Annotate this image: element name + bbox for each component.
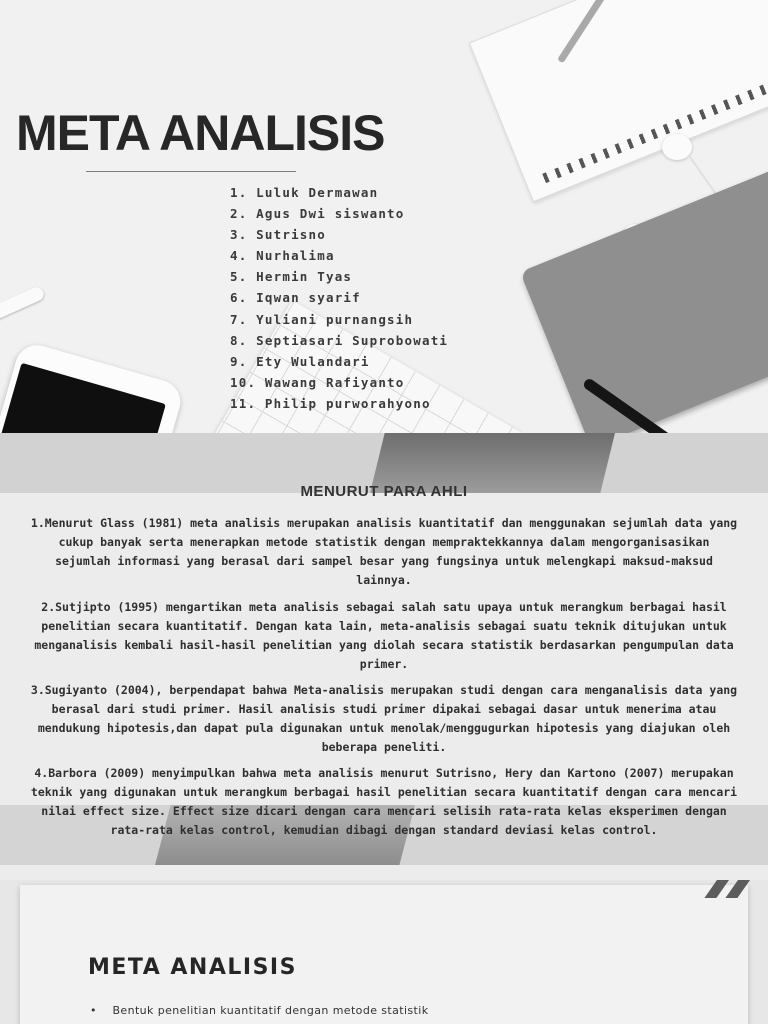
phone-screen [0,363,166,433]
expert-paragraph: 2.Sutjipto (1995) mengartikan meta analisis sebagai salah satu upaya untuk merangkum berbagai hasil penelitian secara kuantitatif. Dengan kata lain, meta-analisis sebagai suatu teknik ditujukan untuk menganalisis kembali hasil-hasil penelitian yang diolah secara statistik berdasarkan pengumpulan data primer. [34,600,734,671]
phone-image [0,340,185,433]
title-divider [86,171,296,172]
author-item: 3. Sutrisno [230,227,326,243]
definition-slide [0,880,768,1024]
experts-slide [0,433,768,880]
author-item: 9. Ety Wulandari [230,353,370,369]
expert-paragraph: 1.Menurut Glass (1981) meta analisis merupakan analisis kuantitatif dan menggunakan sejumlah data yang cukup banyak serta menerapkan metode statistik dengan mempraktekkannya dalam mengorganisasikan sejumlah informasi yang berasal dari sampel besar yang fungsinya untuk melengkapi maksud-maksud lainnya. [30,516,738,587]
author-item: 8. Septiasari Suprobowati [230,332,449,348]
slide-title: META ANALISIS [16,105,385,161]
slide-title: META ANALISIS [88,955,297,980]
author-item: 10. Wawang Rafiyanto [230,374,405,390]
bullet-text: Bentuk penelitian kuantitatif dengan metode statistik [112,1004,429,1017]
title-slide [0,0,768,433]
section-title: MENURUT PARA AHLI [300,483,468,500]
notebook-image [469,0,768,202]
author-item: 11. Philip purworahyono [230,395,431,411]
notebook-spiral [542,72,768,183]
earbud-image [662,134,692,160]
author-item: 5. Hermin Tyas [230,269,353,285]
expert-paragraph: 3.Sugiyanto (2004), berpendapat bahwa Meta-analisis merupakan studi dengan cara menganalisis data yang berasal dari studi primer. Hasil analisis studi primer dipakai sebagai dasar untuk menerima atau mendukung hipotesis,dan dapat pula digunakan untuk menolak/menggugurkan hipotesis yang diajukan oleh beberapa peneliti. [30,683,738,754]
gray-book-image [520,160,768,433]
expert-paragraph: 4.Barbora (2009) menyimpulkan bahwa meta analisis menurut Sutrisno, Hery dan Kartono (2007) merupakan teknik yang digunakan untuk merangkum berbagai hasil penelitian secara kuantitatif dengan cara mencari nilai effect size. Effect size dicari dengan cara mencari selisih rata-rata kelas eksperimen dengan rata-rata kelas control, kemudian dibagi dengan standard deviasi kelas control. [30,766,738,837]
author-item: 2. Agus Dwi siswanto [230,206,405,222]
bullet-item: • Bentuk penelitian kuantitatif dengan metode statistik [90,1004,429,1017]
white-pen-image [0,285,46,321]
author-item: 6. Iqwan syarif [230,290,361,306]
author-list [230,182,448,414]
author-item: 1. Luluk Dermawan [230,185,379,200]
author-item: 7. Yuliani purnangsih [230,311,414,327]
author-item: 4. Nurhalima [230,248,335,264]
